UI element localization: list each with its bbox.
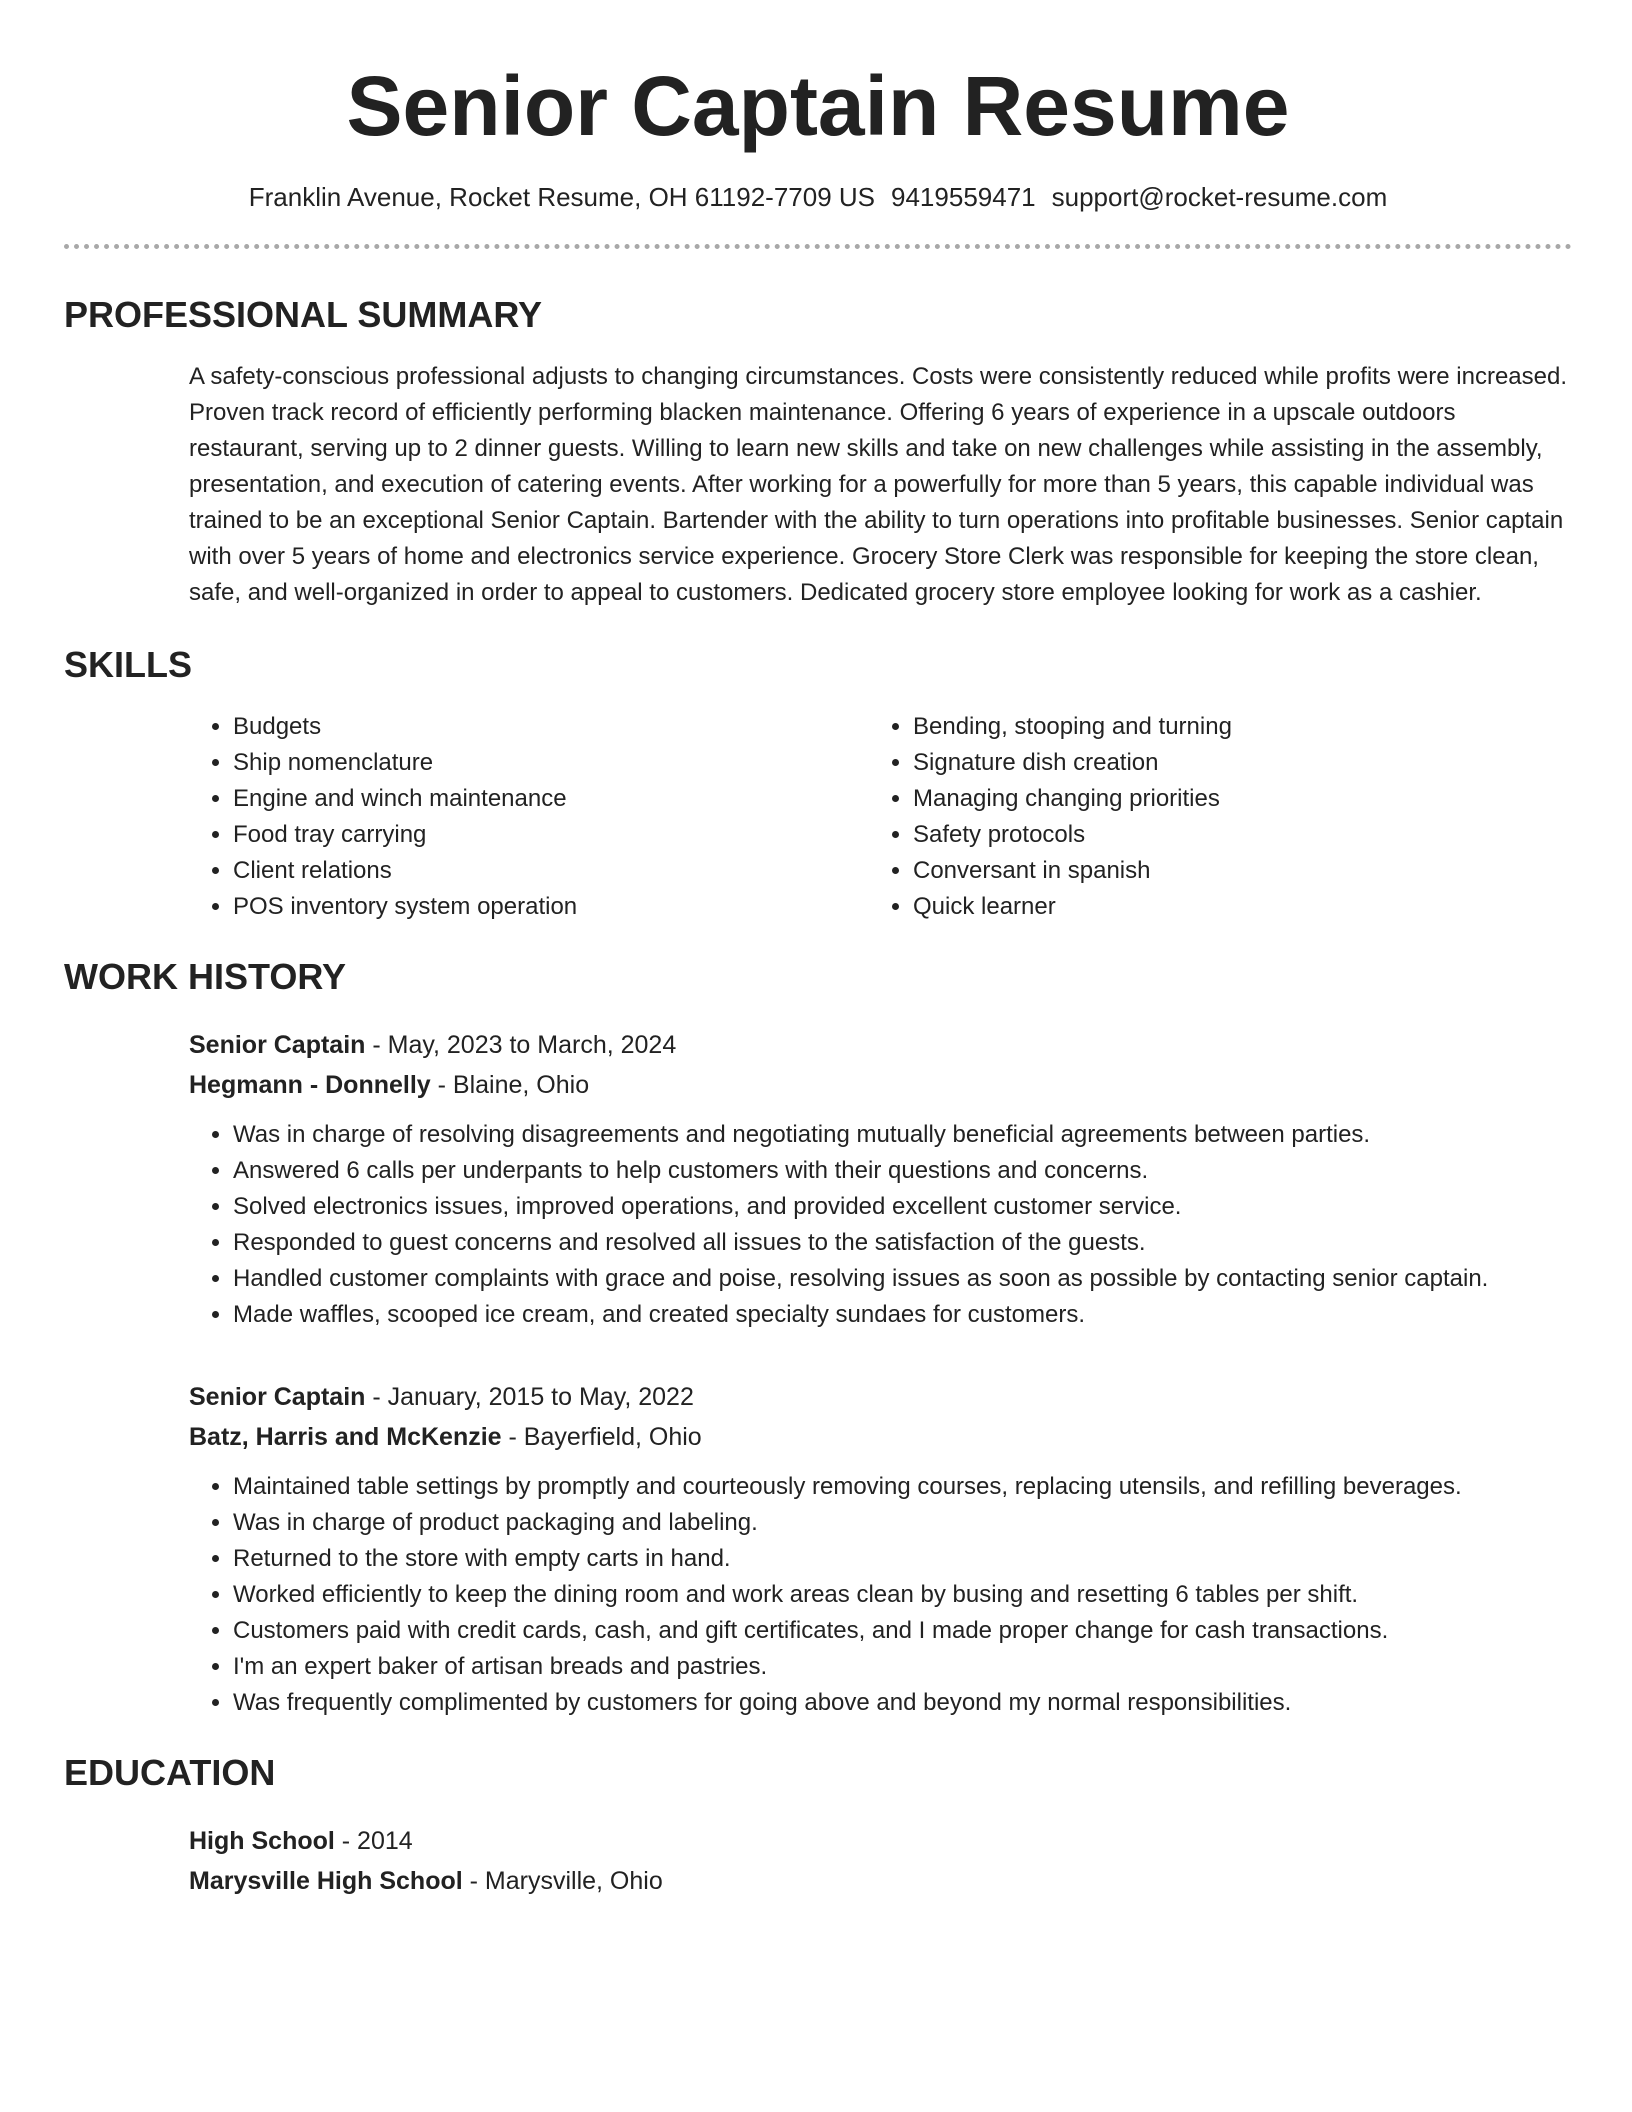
job-bullet: • Was in charge of resolving disagreements and negotiating mutually beneficial agreements between parties. bbox=[233, 1117, 1572, 1153]
education-degree: High School bbox=[189, 1827, 335, 1855]
education-entry bbox=[189, 1821, 1572, 1901]
resume-title: Senior Captain Resume bbox=[346, 59, 1290, 153]
job-bullet: • Worked efficiently to keep the dining room and work areas clean by busing and resetting 6 tables per shift. bbox=[233, 1577, 1572, 1613]
job-bullet: • Responded to guest concerns and resolved all issues to the satisfaction of the guests. bbox=[233, 1225, 1572, 1261]
job-bullet-list bbox=[189, 1469, 1572, 1721]
skills-grid bbox=[189, 709, 1572, 925]
contact-address: Franklin Avenue, Rocket Resume, OH 61192-7709 US bbox=[248, 182, 876, 212]
summary-text: A safety-conscious professional adjusts to changing circumstances. Costs were consistently reduced while profits were increased. Proven track record of efficiently performing blacken maintenance. Offering 6 years of experience in a upscale outdoors restaurant, serving up to 2 dinner guests. Willing to learn new skills and take on new challenges while assisting in the assembly, presentation, and execution of catering events. After working for a powerfully for more than 5 years, this capable individual was trained to be an exceptional Senior Captain. Bartender with the ability to turn operations into profitable businesses. Senior captain with over 5 years of home and electronics service experience. Grocery Store Clerk was responsible for keeping the store clean, safe, and well-organized in order to appeal to customers. Dedicated grocery store employee looking for work as a cashier. bbox=[189, 363, 1567, 606]
work-history-heading: WORK HISTORY bbox=[64, 956, 347, 997]
job-bullet: • Handled customer complaints with grace and poise, resolving issues as soon as possible by contacting senior captain. bbox=[233, 1261, 1572, 1297]
job-company-line bbox=[189, 1417, 1572, 1457]
job-bullet: • Customers paid with credit cards, cash, and gift certificates, and I made proper change for cash transactions. bbox=[233, 1613, 1572, 1649]
job-bullet-list bbox=[189, 1117, 1572, 1333]
skill-item: • Engine and winch maintenance bbox=[233, 781, 869, 817]
skill-item: • Bending, stooping and turning bbox=[913, 709, 1513, 745]
skill-item: • Ship nomenclature bbox=[233, 745, 869, 781]
job-entry bbox=[189, 1377, 1572, 1721]
job-location: - Bayerfield, Ohio bbox=[501, 1423, 702, 1451]
skill-item: • Conversant in spanish bbox=[913, 853, 1513, 889]
education-degree-line bbox=[189, 1821, 1572, 1861]
header-divider bbox=[64, 244, 1572, 249]
education-school-line bbox=[189, 1861, 1572, 1901]
skill-item: • Signature dish creation bbox=[913, 745, 1513, 781]
contact-phone: 9419559471 bbox=[891, 182, 1036, 212]
job-entry bbox=[189, 1025, 1572, 1333]
job-title: Senior Captain bbox=[189, 1383, 366, 1411]
resume-page bbox=[64, 0, 1572, 1901]
job-dates: - May, 2023 to March, 2024 bbox=[365, 1031, 677, 1059]
job-location: - Blaine, Ohio bbox=[430, 1071, 590, 1099]
job-title: Senior Captain bbox=[189, 1031, 366, 1059]
skills-list-right bbox=[869, 709, 1513, 925]
job-company: Hegmann - Donnelly bbox=[189, 1071, 431, 1099]
job-bullet: • Answered 6 calls per underpants to help customers with their questions and concerns. bbox=[233, 1153, 1572, 1189]
job-bullet: • Returned to the store with empty carts in hand. bbox=[233, 1541, 1572, 1577]
job-dates: - January, 2015 to May, 2022 bbox=[365, 1383, 694, 1411]
skill-item: • Managing changing priorities bbox=[913, 781, 1513, 817]
job-bullet: • Made waffles, scooped ice cream, and created specialty sundaes for customers. bbox=[233, 1297, 1572, 1333]
skill-item: • Client relations bbox=[233, 853, 869, 889]
skill-item: • Budgets bbox=[233, 709, 869, 745]
job-bullet: • Was frequently complimented by customers for going above and beyond my normal responsibilities. bbox=[233, 1685, 1572, 1721]
education-location: - Marysville, Ohio bbox=[462, 1867, 663, 1895]
skills-list-left bbox=[189, 709, 869, 925]
job-bullet: • I'm an expert baker of artisan breads and pastries. bbox=[233, 1649, 1572, 1685]
job-title-line bbox=[189, 1377, 1572, 1417]
job-bullet: • Solved electronics issues, improved operations, and provided excellent customer service. bbox=[233, 1189, 1572, 1225]
job-company: Batz, Harris and McKenzie bbox=[189, 1423, 502, 1451]
skills-heading: SKILLS bbox=[64, 644, 193, 685]
skill-item: • Food tray carrying bbox=[233, 817, 869, 853]
education-year: - 2014 bbox=[334, 1827, 413, 1855]
job-bullet: • Maintained table settings by promptly and courteously removing courses, replacing utensils, and refilling beverages. bbox=[233, 1469, 1572, 1505]
job-title-line bbox=[189, 1025, 1572, 1065]
contact-email: support@rocket-resume.com bbox=[1051, 182, 1388, 212]
education-heading: EDUCATION bbox=[64, 1752, 276, 1793]
skill-item: • Quick learner bbox=[913, 889, 1513, 925]
summary-heading: PROFESSIONAL SUMMARY bbox=[64, 294, 543, 335]
job-company-line bbox=[189, 1065, 1572, 1105]
contact-line bbox=[64, 180, 1572, 214]
skill-item: • POS inventory system operation bbox=[233, 889, 869, 925]
education-school: Marysville High School bbox=[189, 1867, 463, 1895]
job-bullet: • Was in charge of product packaging and labeling. bbox=[233, 1505, 1572, 1541]
skill-item: • Safety protocols bbox=[913, 817, 1513, 853]
